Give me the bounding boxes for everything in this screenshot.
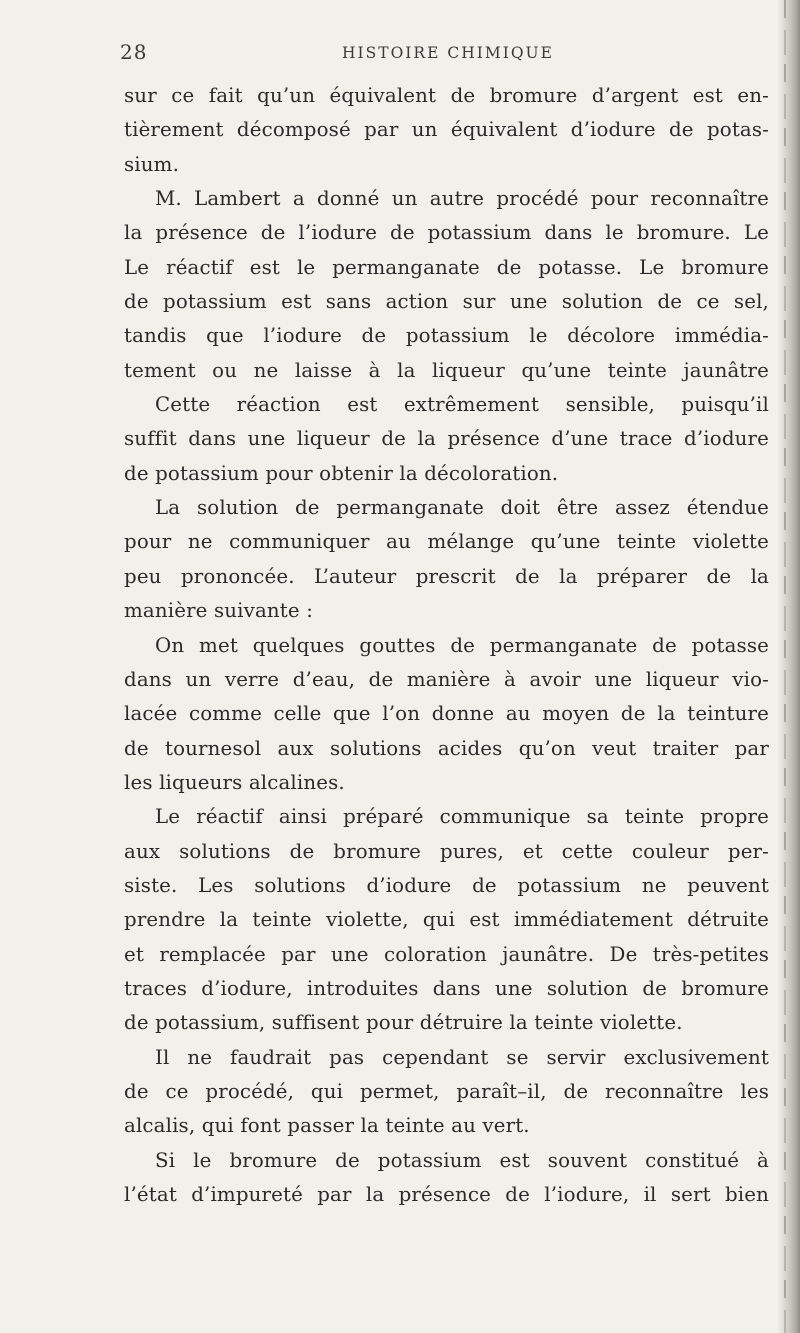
text-line: dans un verre d’eau, de manière à avoir une liqueur vio- — [124, 667, 769, 691]
text-line: prendre la teinte violette, qui est immédiatement détruite — [124, 908, 769, 932]
text-line: Le réactif ainsi préparé communique sa teinte propre — [155, 805, 769, 829]
page-header — [0, 40, 800, 70]
text-line: La solution de permanganate doit être assez étendue — [155, 496, 769, 520]
text-line: de potassium, suffisent pour détruire la teinte violette. — [124, 1011, 683, 1035]
page-number: 28 — [120, 40, 148, 64]
text-line: Si le bromure de potassium est souvent constitué à — [155, 1148, 769, 1172]
text-line: tement ou ne laisse à la liqueur qu’une teinte jaunâtre — [124, 358, 769, 382]
text-line: manière suivante : — [124, 599, 314, 623]
text-line: siste. Les solutions d’iodure de potassium ne peuvent — [124, 873, 769, 897]
text-line: suffit dans une liqueur de la présence d’une trace d’iodure — [124, 427, 769, 451]
text-line: sur ce fait qu’un équivalent de bromure d’argent est en- — [124, 84, 769, 107]
text-line: pour ne communiquer au mélange qu’une teinte violette — [124, 530, 769, 554]
text-line: tièrement décomposé par un équivalent d’iodure de potas- — [124, 118, 769, 142]
text-line: de ce procédé, qui permet, paraît–il, de reconnaître les — [124, 1079, 769, 1103]
text-line: M. Lambert a donné un autre procédé pour reconnaître — [155, 187, 769, 211]
text-line: Il ne faudrait pas cependant se servir exclusivement — [155, 1045, 769, 1069]
text-line: lacée comme celle que l’on donne au moyen de la teinture — [124, 702, 769, 726]
text-line: peu prononcée. L’auteur prescrit de la préparer de la — [124, 564, 769, 588]
text-line: la présence de l’iodure de potassium dans le bromure. Le — [124, 221, 769, 245]
text-line: On met quelques gouttes de permanganate de potasse — [155, 633, 769, 657]
text-line: de potassium pour obtenir la décoloration. — [124, 461, 559, 485]
text-line: aux solutions de bromure pures, et cette couleur per- — [124, 839, 769, 863]
text-line: de potassium est sans action sur une solution de ce sel, — [124, 290, 769, 314]
text-line: Le réactif est le permanganate de potasse. Le bromure — [124, 255, 769, 279]
text-line: traces d’iodure, introduites dans une solution de bromure — [124, 976, 769, 1000]
running-title: HISTOIRE CHIMIQUE — [342, 44, 554, 62]
text-line: tandis que l’iodure de potassium le décolore immédia- — [124, 324, 769, 348]
page-edge-shadow — [778, 0, 800, 1333]
text-line: l’état d’impureté par la présence de l’iodure, il sert bien — [124, 1183, 769, 1206]
text-line: Cette réaction est extrêmement sensible, puisqu’il — [155, 393, 769, 417]
body-text — [124, 79, 769, 1212]
text-line: et remplacée par une coloration jaunâtre. De très-petites — [124, 942, 769, 966]
text-line: sium. — [124, 152, 180, 176]
text-line: de tournesol aux solutions acides qu’on veut traiter par — [124, 736, 769, 760]
text-line: alcalis, qui font passer la teinte au vert. — [124, 1114, 530, 1138]
text-line: les liqueurs alcalines. — [124, 770, 345, 794]
